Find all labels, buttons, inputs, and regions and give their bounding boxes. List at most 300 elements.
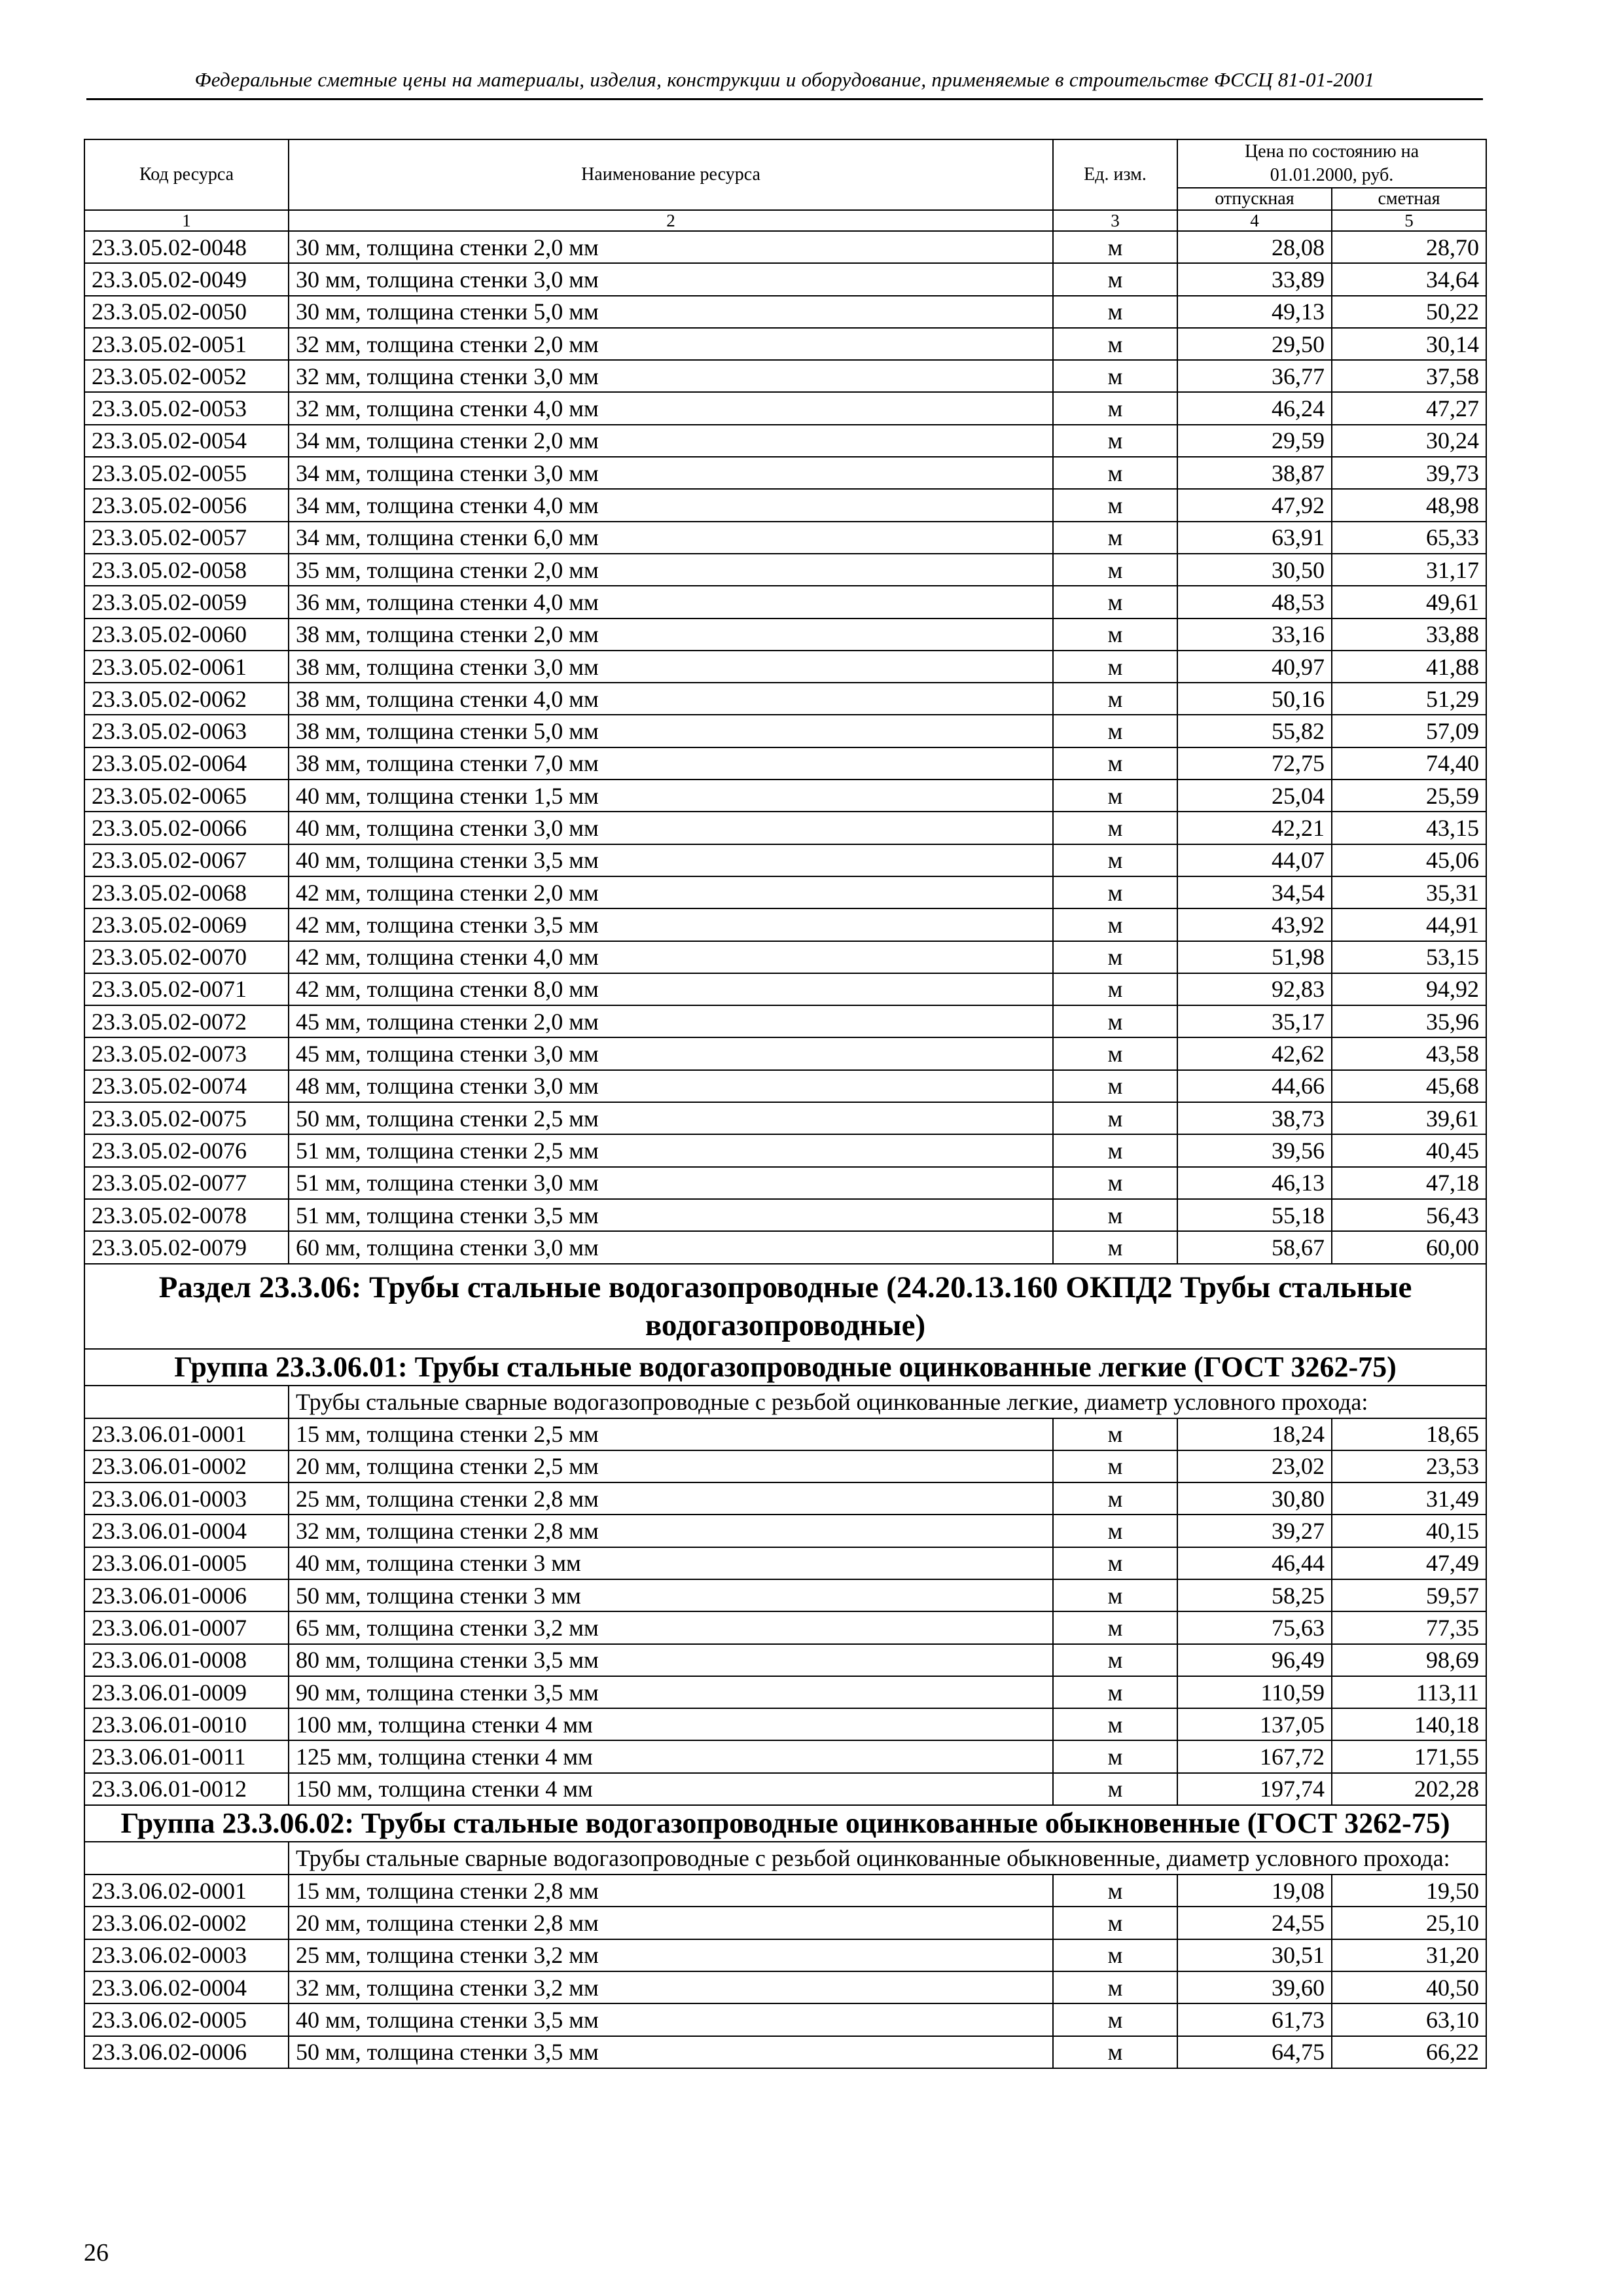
table-row (84, 1773, 1486, 1805)
estimate-price: 44,91 (1332, 908, 1486, 941)
unit-cell: м (1053, 780, 1177, 812)
resource-code: 23.3.05.02-0074 (84, 1070, 289, 1102)
estimate-price: 34,64 (1332, 263, 1486, 295)
estimate-price: 31,49 (1332, 1482, 1486, 1515)
resource-code: 23.3.05.02-0048 (84, 231, 289, 263)
estimate-price: 43,15 (1332, 812, 1486, 844)
unit-cell: м (1053, 1740, 1177, 1772)
release-price: 39,56 (1177, 1134, 1332, 1166)
resource-name: 42 мм, толщина стенки 3,5 мм (289, 908, 1053, 941)
resource-name: 42 мм, толщина стенки 4,0 мм (289, 941, 1053, 973)
resource-code: 23.3.06.01-0002 (84, 1450, 289, 1482)
table-row (84, 1450, 1486, 1482)
table-row (84, 1005, 1486, 1037)
resource-name: 30 мм, толщина стенки 5,0 мм (289, 296, 1053, 328)
estimate-price: 63,10 (1332, 2003, 1486, 2036)
resource-code: 23.3.06.01-0001 (84, 1418, 289, 1450)
resource-name: 42 мм, толщина стенки 8,0 мм (289, 973, 1053, 1005)
resource-code: 23.3.06.01-0007 (84, 1611, 289, 1643)
resource-code: 23.3.06.01-0011 (84, 1740, 289, 1772)
column-number: 4 (1177, 210, 1332, 231)
release-price: 48,53 (1177, 586, 1332, 618)
release-price: 38,73 (1177, 1102, 1332, 1134)
estimate-price: 94,92 (1332, 973, 1486, 1005)
resource-code: 23.3.06.01-0006 (84, 1579, 289, 1611)
unit-cell: м (1053, 1134, 1177, 1166)
resource-name: 32 мм, толщина стенки 2,8 мм (289, 1515, 1053, 1547)
resource-code: 23.3.05.02-0064 (84, 747, 289, 780)
release-price: 55,82 (1177, 715, 1332, 747)
table-row (84, 1199, 1486, 1231)
unit-cell: м (1053, 554, 1177, 586)
resource-name: 20 мм, толщина стенки 2,8 мм (289, 1907, 1053, 1939)
resource-name: 30 мм, толщина стенки 3,0 мм (289, 263, 1053, 295)
page-number: 26 (84, 2239, 109, 2267)
estimate-price: 40,45 (1332, 1134, 1486, 1166)
table-row (84, 1740, 1486, 1772)
resource-code: 23.3.06.01-0009 (84, 1676, 289, 1708)
release-price: 92,83 (1177, 973, 1332, 1005)
release-price: 110,59 (1177, 1676, 1332, 1708)
table-row (84, 1547, 1486, 1579)
estimate-price: 77,35 (1332, 1611, 1486, 1643)
table-row (84, 1939, 1486, 1971)
table-row (84, 1644, 1486, 1676)
release-price: 46,44 (1177, 1547, 1332, 1579)
release-price: 63,91 (1177, 522, 1332, 554)
resource-code: 23.3.06.01-0003 (84, 1482, 289, 1515)
estimate-price: 30,14 (1332, 328, 1486, 360)
resource-code: 23.3.05.02-0069 (84, 908, 289, 941)
unit-cell: м (1053, 586, 1177, 618)
unit-cell: м (1053, 425, 1177, 457)
resource-name: 40 мм, толщина стенки 3,0 мм (289, 812, 1053, 844)
estimate-price: 47,49 (1332, 1547, 1486, 1579)
resource-name: 32 мм, толщина стенки 3,2 мм (289, 1971, 1053, 2003)
unit-cell: м (1053, 1037, 1177, 1069)
resource-code: 23.3.06.02-0003 (84, 1939, 289, 1971)
unit-cell: м (1053, 1102, 1177, 1134)
unit-cell: м (1053, 908, 1177, 941)
estimate-price: 35,31 (1332, 876, 1486, 908)
resource-code: 23.3.05.02-0062 (84, 683, 289, 715)
table-row (84, 1070, 1486, 1102)
release-price: 29,50 (1177, 328, 1332, 360)
release-price: 49,13 (1177, 296, 1332, 328)
table-row (84, 1482, 1486, 1515)
resource-code: 23.3.05.02-0066 (84, 812, 289, 844)
unit-cell: м (1053, 296, 1177, 328)
estimate-price: 66,22 (1332, 2036, 1486, 2068)
resource-name: 32 мм, толщина стенки 2,0 мм (289, 328, 1053, 360)
release-price: 72,75 (1177, 747, 1332, 780)
release-price: 47,92 (1177, 489, 1332, 521)
resource-name: 34 мм, толщина стенки 2,0 мм (289, 425, 1053, 457)
release-price: 39,27 (1177, 1515, 1332, 1547)
resource-name: 150 мм, толщина стенки 4 мм (289, 1773, 1053, 1805)
estimate-price: 31,17 (1332, 554, 1486, 586)
estimate-price: 35,96 (1332, 1005, 1486, 1037)
table-row (84, 554, 1486, 586)
table-row (84, 683, 1486, 715)
table-row (84, 941, 1486, 973)
unit-cell: м (1053, 522, 1177, 554)
unit-cell: м (1053, 1005, 1177, 1037)
estimate-price: 57,09 (1332, 715, 1486, 747)
estimate-price: 50,22 (1332, 296, 1486, 328)
rows-group-23-3-06-02 (84, 1874, 1486, 2068)
table-row (84, 908, 1486, 941)
resource-code: 23.3.06.01-0010 (84, 1708, 289, 1740)
empty-cell (84, 1386, 289, 1418)
table-row (84, 780, 1486, 812)
unit-cell: м (1053, 2003, 1177, 2036)
resource-name: 34 мм, толщина стенки 6,0 мм (289, 522, 1053, 554)
resource-name: 50 мм, толщина стенки 2,5 мм (289, 1102, 1053, 1134)
estimate-price: 49,61 (1332, 586, 1486, 618)
unit-cell: м (1053, 1199, 1177, 1231)
release-price: 64,75 (1177, 2036, 1332, 2068)
estimate-price: 43,58 (1332, 1037, 1486, 1069)
resource-name: 51 мм, толщина стенки 2,5 мм (289, 1134, 1053, 1166)
rows-group-23-3-05-02 (84, 231, 1486, 1264)
unit-cell: м (1053, 651, 1177, 683)
page-header: Федеральные сметные цены на материалы, изделия, конструкции и оборудование, применяемые в строительстве ФССЦ 81-01-2001 (86, 68, 1483, 100)
unit-cell: м (1053, 1418, 1177, 1450)
unit-cell: м (1053, 1676, 1177, 1708)
group-description-row (84, 1386, 1486, 1418)
unit-cell: м (1053, 2036, 1177, 2068)
release-price: 23,02 (1177, 1450, 1332, 1482)
resource-name: 50 мм, толщина стенки 3 мм (289, 1579, 1053, 1611)
resource-code: 23.3.05.02-0052 (84, 360, 289, 392)
unit-cell: м (1053, 1939, 1177, 1971)
resource-code: 23.3.06.02-0001 (84, 1874, 289, 1907)
resource-code: 23.3.05.02-0073 (84, 1037, 289, 1069)
estimate-price: 98,69 (1332, 1644, 1486, 1676)
unit-cell: м (1053, 1874, 1177, 1907)
estimate-price: 48,98 (1332, 489, 1486, 521)
resource-name: 34 мм, толщина стенки 3,0 мм (289, 457, 1053, 489)
unit-cell: м (1053, 457, 1177, 489)
resource-code: 23.3.06.02-0006 (84, 2036, 289, 2068)
estimate-price: 30,24 (1332, 425, 1486, 457)
column-number: 3 (1053, 210, 1177, 231)
unit-cell: м (1053, 328, 1177, 360)
table-row (84, 1134, 1486, 1166)
release-price: 28,08 (1177, 231, 1332, 263)
section-row (84, 1264, 1486, 1349)
release-price: 51,98 (1177, 941, 1332, 973)
estimate-price: 40,50 (1332, 1971, 1486, 2003)
release-price: 43,92 (1177, 908, 1332, 941)
release-price: 44,66 (1177, 1070, 1332, 1102)
resource-code: 23.3.05.02-0054 (84, 425, 289, 457)
table-row (84, 2036, 1486, 2068)
estimate-price: 202,28 (1332, 1773, 1486, 1805)
estimate-price: 25,59 (1332, 780, 1486, 812)
table-row (84, 1418, 1486, 1450)
resource-code: 23.3.05.02-0061 (84, 651, 289, 683)
table-row (84, 1874, 1486, 1907)
section-heading-group (84, 1264, 1486, 1418)
unit-cell: м (1053, 1167, 1177, 1199)
header-price: Цена по состоянию на 01.01.2000, руб. (1177, 139, 1486, 188)
resource-name: 38 мм, толщина стенки 2,0 мм (289, 619, 1053, 651)
table-row (84, 1231, 1486, 1263)
resource-code: 23.3.05.02-0077 (84, 1167, 289, 1199)
resource-code: 23.3.05.02-0079 (84, 1231, 289, 1263)
unit-cell: м (1053, 844, 1177, 876)
unit-cell: м (1053, 1450, 1177, 1482)
table-row (84, 747, 1486, 780)
resource-code: 23.3.06.01-0012 (84, 1773, 289, 1805)
table-row (84, 1579, 1486, 1611)
table-row (84, 296, 1486, 328)
estimate-price: 41,88 (1332, 651, 1486, 683)
release-price: 19,08 (1177, 1874, 1332, 1907)
release-price: 46,13 (1177, 1167, 1332, 1199)
table-row (84, 812, 1486, 844)
table-header-row (84, 139, 1486, 188)
group-description: Трубы стальные сварные водогазопроводные с резьбой оцинкованные легкие, диаметр условного прохода: (289, 1386, 1486, 1418)
estimate-price: 19,50 (1332, 1874, 1486, 1907)
resource-code: 23.3.05.02-0070 (84, 941, 289, 973)
group-heading-2 (84, 1805, 1486, 1874)
resource-code: 23.3.05.02-0058 (84, 554, 289, 586)
resource-name: 90 мм, толщина стенки 3,5 мм (289, 1676, 1053, 1708)
price-table (84, 139, 1487, 2069)
resource-code: 23.3.05.02-0056 (84, 489, 289, 521)
estimate-price: 113,11 (1332, 1676, 1486, 1708)
group-title: Группа 23.3.06.02: Трубы стальные водогазопроводные оцинкованные обыкновенные (ГОСТ 3262-75) (84, 1805, 1486, 1842)
resource-code: 23.3.06.01-0005 (84, 1547, 289, 1579)
unit-cell: м (1053, 1971, 1177, 2003)
release-price: 137,05 (1177, 1708, 1332, 1740)
resource-name: 51 мм, толщина стенки 3,0 мм (289, 1167, 1053, 1199)
table-row (84, 973, 1486, 1005)
unit-cell: м (1053, 619, 1177, 651)
table-row (84, 619, 1486, 651)
release-price: 39,60 (1177, 1971, 1332, 2003)
estimate-price: 140,18 (1332, 1708, 1486, 1740)
resource-code: 23.3.06.02-0004 (84, 1971, 289, 2003)
unit-cell: м (1053, 263, 1177, 295)
estimate-price: 23,53 (1332, 1450, 1486, 1482)
release-price: 75,63 (1177, 1611, 1332, 1643)
header-code: Код ресурса (84, 139, 289, 210)
resource-name: 34 мм, толщина стенки 4,0 мм (289, 489, 1053, 521)
resource-name: 65 мм, толщина стенки 3,2 мм (289, 1611, 1053, 1643)
table-row (84, 263, 1486, 295)
resource-name: 15 мм, толщина стенки 2,5 мм (289, 1418, 1053, 1450)
resource-code: 23.3.05.02-0068 (84, 876, 289, 908)
resource-name: 50 мм, толщина стенки 3,5 мм (289, 2036, 1053, 2068)
release-price: 30,80 (1177, 1482, 1332, 1515)
group-description-row (84, 1842, 1486, 1874)
header-name: Наименование ресурса (289, 139, 1053, 210)
release-price: 50,16 (1177, 683, 1332, 715)
estimate-price: 65,33 (1332, 522, 1486, 554)
resource-code: 23.3.05.02-0071 (84, 973, 289, 1005)
rows-group-23-3-06-01 (84, 1418, 1486, 1806)
table-row (84, 2003, 1486, 2036)
column-number: 2 (289, 210, 1053, 231)
unit-cell: м (1053, 489, 1177, 521)
section-title: Раздел 23.3.06: Трубы стальные водогазопроводные (24.20.13.160 ОКПД2 Трубы стальные водогазопроводные) (84, 1264, 1486, 1349)
table-row (84, 1971, 1486, 2003)
release-price: 55,18 (1177, 1199, 1332, 1231)
group-description: Трубы стальные сварные водогазопроводные с резьбой оцинкованные обыкновенные, диаметр условного прохода: (289, 1842, 1486, 1874)
estimate-price: 25,10 (1332, 1907, 1486, 1939)
release-price: 61,73 (1177, 2003, 1332, 2036)
unit-cell: м (1053, 1070, 1177, 1102)
resource-name: 45 мм, толщина стенки 3,0 мм (289, 1037, 1053, 1069)
unit-cell: м (1053, 747, 1177, 780)
empty-cell (84, 1842, 289, 1874)
release-price: 35,17 (1177, 1005, 1332, 1037)
estimate-price: 56,43 (1332, 1199, 1486, 1231)
release-price: 36,77 (1177, 360, 1332, 392)
table-row (84, 1676, 1486, 1708)
estimate-price: 59,57 (1332, 1579, 1486, 1611)
resource-name: 80 мм, толщина стенки 3,5 мм (289, 1644, 1053, 1676)
group-title: Группа 23.3.06.01: Трубы стальные водогазопроводные оцинкованные легкие (ГОСТ 3262-75) (84, 1349, 1486, 1386)
unit-cell: м (1053, 715, 1177, 747)
release-price: 38,87 (1177, 457, 1332, 489)
table-row (84, 1102, 1486, 1134)
table-row (84, 360, 1486, 392)
resource-name: 38 мм, толщина стенки 7,0 мм (289, 747, 1053, 780)
column-number-row (84, 210, 1486, 231)
resource-name: 51 мм, толщина стенки 3,5 мм (289, 1199, 1053, 1231)
table-row (84, 457, 1486, 489)
resource-name: 38 мм, толщина стенки 3,0 мм (289, 651, 1053, 683)
table-row (84, 1167, 1486, 1199)
resource-name: 30 мм, толщина стенки 2,0 мм (289, 231, 1053, 263)
release-price: 34,54 (1177, 876, 1332, 908)
release-price: 25,04 (1177, 780, 1332, 812)
column-number: 1 (84, 210, 289, 231)
resource-code: 23.3.05.02-0050 (84, 296, 289, 328)
estimate-price: 39,73 (1332, 457, 1486, 489)
resource-name: 40 мм, толщина стенки 1,5 мм (289, 780, 1053, 812)
table-row (84, 1515, 1486, 1547)
release-price: 18,24 (1177, 1418, 1332, 1450)
release-price: 96,49 (1177, 1644, 1332, 1676)
table-row (84, 1037, 1486, 1069)
unit-cell: м (1053, 392, 1177, 424)
resource-name: 40 мм, толщина стенки 3,5 мм (289, 844, 1053, 876)
resource-code: 23.3.05.02-0060 (84, 619, 289, 651)
resource-name: 35 мм, толщина стенки 2,0 мм (289, 554, 1053, 586)
unit-cell: м (1053, 683, 1177, 715)
release-price: 30,50 (1177, 554, 1332, 586)
estimate-price: 18,65 (1332, 1418, 1486, 1450)
estimate-price: 171,55 (1332, 1740, 1486, 1772)
estimate-price: 33,88 (1332, 619, 1486, 651)
table-row (84, 844, 1486, 876)
unit-cell: м (1053, 973, 1177, 1005)
resource-name: 25 мм, толщина стенки 3,2 мм (289, 1939, 1053, 1971)
table-row (84, 651, 1486, 683)
release-price: 58,25 (1177, 1579, 1332, 1611)
resource-name: 40 мм, толщина стенки 3,5 мм (289, 2003, 1053, 2036)
resource-name: 125 мм, толщина стенки 4 мм (289, 1740, 1053, 1772)
unit-cell: м (1053, 1547, 1177, 1579)
table-row (84, 425, 1486, 457)
unit-cell: м (1053, 1231, 1177, 1263)
release-price: 44,07 (1177, 844, 1332, 876)
table-row (84, 876, 1486, 908)
unit-cell: м (1053, 1611, 1177, 1643)
column-number: 5 (1332, 210, 1486, 231)
header-unit: Ед. изм. (1053, 139, 1177, 210)
table-row (84, 1611, 1486, 1643)
estimate-price: 39,61 (1332, 1102, 1486, 1134)
estimate-price: 37,58 (1332, 360, 1486, 392)
unit-cell: м (1053, 360, 1177, 392)
resource-name: 20 мм, толщина стенки 2,5 мм (289, 1450, 1053, 1482)
resource-name: 38 мм, толщина стенки 4,0 мм (289, 683, 1053, 715)
table-row (84, 489, 1486, 521)
resource-code: 23.3.05.02-0072 (84, 1005, 289, 1037)
resource-code: 23.3.05.02-0053 (84, 392, 289, 424)
release-price: 40,97 (1177, 651, 1332, 683)
resource-name: 15 мм, толщина стенки 2,8 мм (289, 1874, 1053, 1907)
estimate-price: 53,15 (1332, 941, 1486, 973)
resource-code: 23.3.05.02-0067 (84, 844, 289, 876)
table-row (84, 1708, 1486, 1740)
release-price: 33,89 (1177, 263, 1332, 295)
release-price: 46,24 (1177, 392, 1332, 424)
release-price: 58,67 (1177, 1231, 1332, 1263)
resource-code: 23.3.05.02-0075 (84, 1102, 289, 1134)
estimate-price: 74,40 (1332, 747, 1486, 780)
unit-cell: м (1053, 1482, 1177, 1515)
estimate-price: 51,29 (1332, 683, 1486, 715)
unit-cell: м (1053, 941, 1177, 973)
unit-cell: м (1053, 1907, 1177, 1939)
estimate-price: 40,15 (1332, 1515, 1486, 1547)
resource-code: 23.3.05.02-0063 (84, 715, 289, 747)
table-row (84, 231, 1486, 263)
resource-code: 23.3.05.02-0057 (84, 522, 289, 554)
group-row (84, 1349, 1486, 1386)
resource-code: 23.3.06.01-0004 (84, 1515, 289, 1547)
table-row (84, 392, 1486, 424)
unit-cell: м (1053, 1644, 1177, 1676)
resource-code: 23.3.05.02-0078 (84, 1199, 289, 1231)
release-price: 197,74 (1177, 1773, 1332, 1805)
resource-name: 60 мм, толщина стенки 3,0 мм (289, 1231, 1053, 1263)
resource-code: 23.3.05.02-0059 (84, 586, 289, 618)
unit-cell: м (1053, 1773, 1177, 1805)
unit-cell: м (1053, 1515, 1177, 1547)
table-row (84, 328, 1486, 360)
estimate-price: 28,70 (1332, 231, 1486, 263)
header-estimate: сметная (1332, 188, 1486, 210)
estimate-price: 47,18 (1332, 1167, 1486, 1199)
release-price: 30,51 (1177, 1939, 1332, 1971)
unit-cell: м (1053, 812, 1177, 844)
group-row (84, 1805, 1486, 1842)
release-price: 24,55 (1177, 1907, 1332, 1939)
table-row (84, 1907, 1486, 1939)
resource-code: 23.3.06.02-0005 (84, 2003, 289, 2036)
table-row (84, 522, 1486, 554)
resource-name: 48 мм, толщина стенки 3,0 мм (289, 1070, 1053, 1102)
